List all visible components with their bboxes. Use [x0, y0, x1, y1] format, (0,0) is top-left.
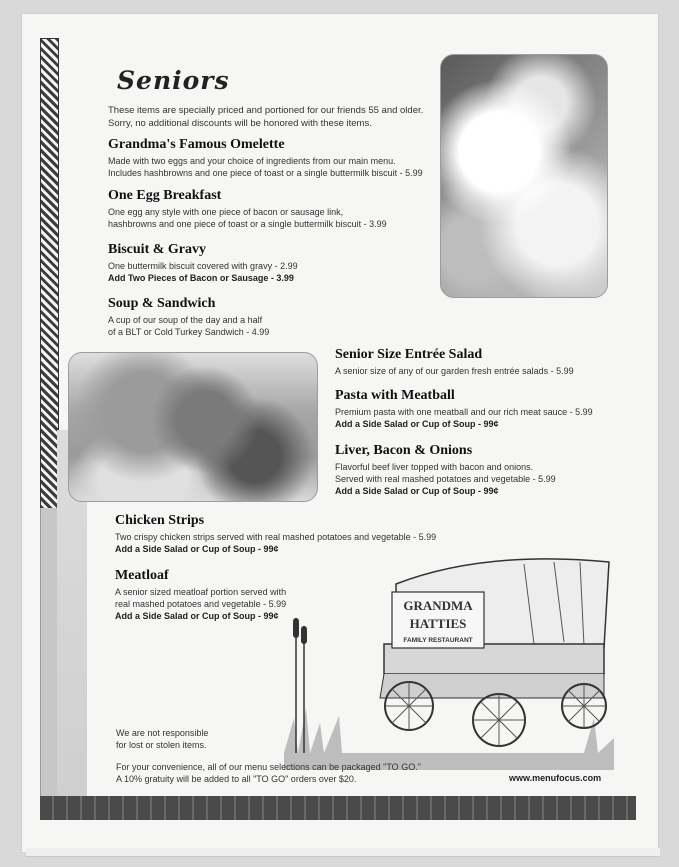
bottom-pattern-strip	[40, 796, 636, 820]
item-desc: of a BLT or Cold Turkey Sandwich - 4.99	[108, 327, 270, 337]
item-addon: Add a Side Salad or Cup of Soup - 99¢	[335, 419, 499, 429]
menu-item-liver-bacon-onions	[335, 443, 635, 497]
item-addon: Add a Side Salad or Cup of Soup - 99¢	[335, 486, 499, 496]
item-desc: Two crispy chicken strips served with real mashed potatoes and vegetable - 5.99	[115, 532, 437, 542]
wagon-sign-line3: FAMILY RESTAURANT	[403, 637, 473, 644]
item-name: Grandma's Famous Omelette	[108, 137, 285, 152]
item-addon: Add Two Pieces of Bacon or Sausage - 3.99	[108, 273, 294, 283]
intro-line: Sorry, no additional discounts will be honored with these items.	[108, 118, 372, 129]
item-desc: A cup of our soup of the day and a half	[108, 315, 263, 325]
menu-item-entree-salad	[335, 347, 635, 377]
item-desc: hashbrowns and one piece of toast or a single buttermilk biscuit - 3.99	[108, 219, 387, 229]
item-desc: Premium pasta with one meatball and our rich meat sauce - 5.99	[335, 407, 593, 417]
item-desc: Made with two eggs and your choice of ingredients from our main menu.	[108, 156, 396, 166]
item-desc: Includes hashbrowns and one piece of toast or a single buttermilk biscuit - 5.99	[108, 168, 423, 178]
menu-item-soup-sandwich	[108, 296, 438, 338]
menu-item-pasta-meatball	[335, 388, 635, 430]
item-name: Soup & Sandwich	[108, 296, 216, 311]
item-desc: real mashed potatoes and vegetable - 5.99	[115, 599, 287, 609]
to-go-line: For your convenience, all of our menu selections can be packaged "TO GO."	[116, 762, 421, 772]
item-name: Meatloaf	[115, 568, 169, 583]
disclaimer-line: for lost or stolen items.	[116, 740, 207, 750]
page-edge	[26, 848, 660, 857]
item-addon: Add a Side Salad or Cup of Soup - 99¢	[115, 611, 279, 621]
menu-item-omelette	[108, 137, 438, 179]
item-name: Biscuit & Gravy	[108, 242, 206, 257]
to-go-note	[116, 761, 421, 785]
to-go-line: A 10% gratuity will be added to all "TO GO" orders over $20.	[116, 774, 357, 784]
covered-wagon-illustration	[284, 548, 614, 770]
section-title: Seniors	[117, 66, 230, 95]
item-name: Liver, Bacon & Onions	[335, 443, 473, 458]
disclaimer-line: We are not responsible	[116, 728, 209, 738]
menu-item-one-egg-breakfast	[108, 188, 438, 230]
food-photo-eggs	[440, 54, 608, 298]
item-name: One Egg Breakfast	[108, 188, 222, 203]
section-intro	[108, 104, 438, 130]
item-addon: Add a Side Salad or Cup of Soup - 99¢	[115, 544, 279, 554]
item-desc: A senior size of any of our garden fresh entrée salads - 5.99	[335, 366, 574, 376]
wagon-sign-line2: HATTIES	[409, 616, 467, 631]
disclaimer-note	[116, 727, 208, 751]
item-desc: Flavorful beef liver topped with bacon and onions.	[335, 462, 534, 472]
item-desc: A senior sized meatloaf portion served with	[115, 587, 287, 597]
item-name: Pasta with Meatball	[335, 388, 455, 403]
item-desc: One egg any style with one piece of bacon or sausage link,	[108, 207, 344, 217]
food-photo-meatball-pasta	[68, 352, 318, 502]
menu-item-biscuit-gravy	[108, 242, 438, 284]
item-name: Chicken Strips	[115, 513, 205, 528]
item-desc: One buttermilk biscuit covered with gravy - 2.99	[108, 261, 298, 271]
wagon-sign-line1: GRANDMA	[403, 598, 473, 613]
website-link[interactable]: www.menufocus.com	[509, 773, 602, 783]
left-border-lower	[40, 508, 58, 796]
item-desc: Served with real mashed potatoes and vegetable - 5.99	[335, 474, 556, 484]
intro-line: These items are specially priced and portioned for our friends 55 and older.	[108, 105, 424, 116]
item-name: Senior Size Entrée Salad	[335, 347, 483, 362]
